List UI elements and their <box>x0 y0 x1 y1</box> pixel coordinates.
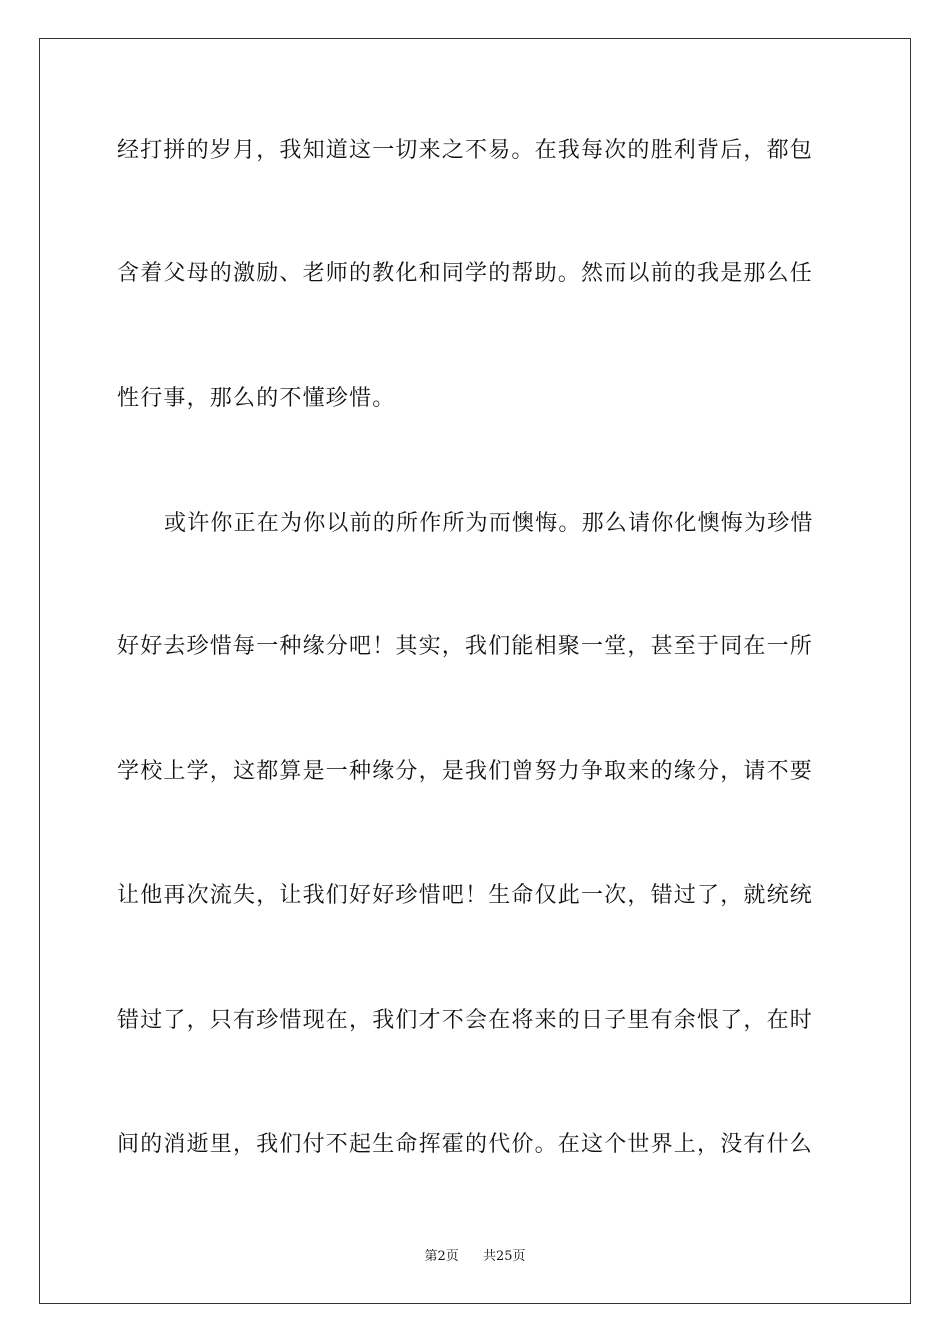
text-line: 性行事，那么的不懂珍惜。 <box>117 386 396 411</box>
text-line: 学校上学，这都算是一种缘分，是我们曾努力争取来的缘分，请不要 <box>117 759 814 784</box>
paragraph-first-line: 或许你正在为你以前的所作所为而懊悔。那么请你化懊悔为珍惜 <box>164 511 814 536</box>
text-line: 含着父母的激励、老师的教化和同学的帮助。然而以前的我是那么任 <box>117 261 814 286</box>
text-line: 间的消逝里，我们付不起生命挥霍的代价。在这个世界上，没有什么 <box>117 1132 814 1157</box>
text-line: 让他再次流失，让我们好好珍惜吧！生命仅此一次，错过了，就统统 <box>117 883 814 908</box>
page-frame <box>39 38 911 1304</box>
page-footer <box>0 1248 950 1266</box>
text-line: 错过了，只有珍惜现在，我们才不会在将来的日子里有余恨了，在时 <box>117 1008 814 1033</box>
text-line: 经打拼的岁月，我知道这一切来之不易。在我每次的胜利背后，都包 <box>117 138 814 163</box>
page-number: 第2页 <box>424 1249 459 1264</box>
text-line: 好好去珍惜每一种缘分吧！其实，我们能相聚一堂，甚至于同在一所 <box>117 634 814 659</box>
page-total: 共25页 <box>483 1249 526 1264</box>
